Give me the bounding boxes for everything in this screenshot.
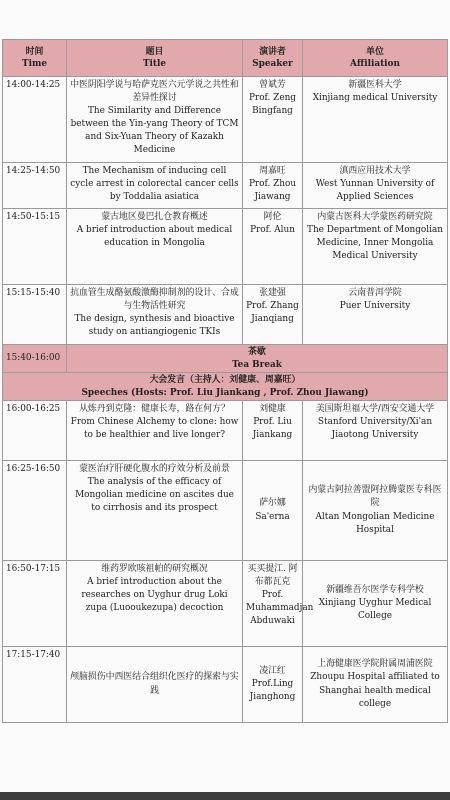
row-title: 抗血管生成酪氨酸激酶抑制剂的设计、合成与生物活性研究 The design, synthesis and bioactive study on antiangiogenic TKIs [67,285,243,345]
row-speaker: 阿伦 Prof. Alun [243,209,303,285]
row-title: 蒙古地区曼巴扎仓教育概述 A brief introduction about medical education in Mongolia [67,209,243,285]
row-speaker: 萨尔娜 Sa'erna [243,461,303,561]
row-affiliation: 内蒙古医科大学蒙医药研究院 The Department of Mongolian Medicine, Inner Mongolia Medical University [303,209,448,285]
row-time: 14:25-14:50 [3,163,67,209]
row-speaker: 刘健康 Prof. Liu Jiankang [243,401,303,461]
row-affiliation: 云南普洱学院 Puer University [303,285,448,345]
schedule-table [2,39,448,723]
table-row [3,163,448,209]
row-speaker: 曾斌芳 Prof. Zeng Bingfang [243,77,303,163]
row-speaker: 买买提江. 阿布都瓦克 Prof. Muhammadjan Abduwaki [243,561,303,647]
tea-break-time: 15:40-16:00 [3,345,67,373]
row-affiliation: 上海健康医学院附属周浦医院 Zhoupu Hospital affiliated to Shanghai health medical college [303,647,448,723]
speeches-label: 大会发言（主持人：刘健康、周嘉旺） Speeches (Hosts: Prof. Liu Jiankang , Prof. Zhou Jiawang) [3,373,448,401]
row-title: 蒙医治疗肝硬化腹水的疗效分析及前景 The analysis of the efficacy of Mongolian medicine on ascites due to cirrhosis and its prospect [67,461,243,561]
row-title: The Mechanism of inducing cell cycle arrest in colorectal cancer cells by Toddalia asiatica [67,163,243,209]
row-time: 14:50-15:15 [3,209,67,285]
row-time: 15:15-15:40 [3,285,67,345]
row-time: 17:15-17:40 [3,647,67,723]
header-affiliation: 单位 Affiliation [303,40,448,77]
row-affiliation: 新疆维吾尔医学专科学校 Xinjiang Uyghur Medical College [303,561,448,647]
row-affiliation: 新疆医科大学 Xinjiang medical University [303,77,448,163]
row-title: 维药罗欧咳祖帕的研究概况 A brief introduction about the researches on Uyghur drug Loki zupa (Luooukezupa) decoction [67,561,243,647]
table-row [3,461,448,561]
header-time: 时间 Time [3,40,67,77]
row-speaker: 张建强 Prof. Zhang Jianqiang [243,285,303,345]
table-row [3,561,448,647]
row-affiliation: 内蒙古阿拉善盟阿拉腾蒙医专科医院 Altan Mongolian Medicine Hospital [303,461,448,561]
header-title: 题目 Title [67,40,243,77]
row-time: 16:25-16:50 [3,461,67,561]
table-row [3,647,448,723]
tea-break-row [3,345,448,373]
row-time: 16:50-17:15 [3,561,67,647]
row-speaker: 凌江红 Prof.Ling Jianghong [243,647,303,723]
row-affiliation: 美国斯坦福大学/西安交通大学 Stanford University/Xi'an Jiaotong University [303,401,448,461]
table-row [3,401,448,461]
row-title: 颅脑损伤中西医结合组织化医疗的探索与实践 [67,647,243,723]
row-time: 14:00-14:25 [3,77,67,163]
table-row [3,209,448,285]
row-speaker: 周嘉旺 Prof. Zhou Jiawang [243,163,303,209]
row-affiliation: 滇西应用技术大学 West Yunnan University of Applied Sciences [303,163,448,209]
row-time: 16:00-16:25 [3,401,67,461]
speeches-row [3,373,448,401]
header-speaker: 演讲者 Speaker [243,40,303,77]
bottom-bar [0,792,450,800]
header-row [3,40,448,77]
tea-break-label: 茶歇 Tea Break [67,345,448,373]
table-row [3,77,448,163]
table-row [3,285,448,345]
row-title: 中医阴阳学说与哈萨克医六元学说之共性和差异性探讨 The Similarity and Difference between the Yin-yang Theory of TCM and Six-Yuan Theory of Kazakh Medicine [67,77,243,163]
row-title: 从炼丹到克隆：健康长寿，路在何方？ From Chinese Alchemy to clone: how to be healthier and live longer? [67,401,243,461]
